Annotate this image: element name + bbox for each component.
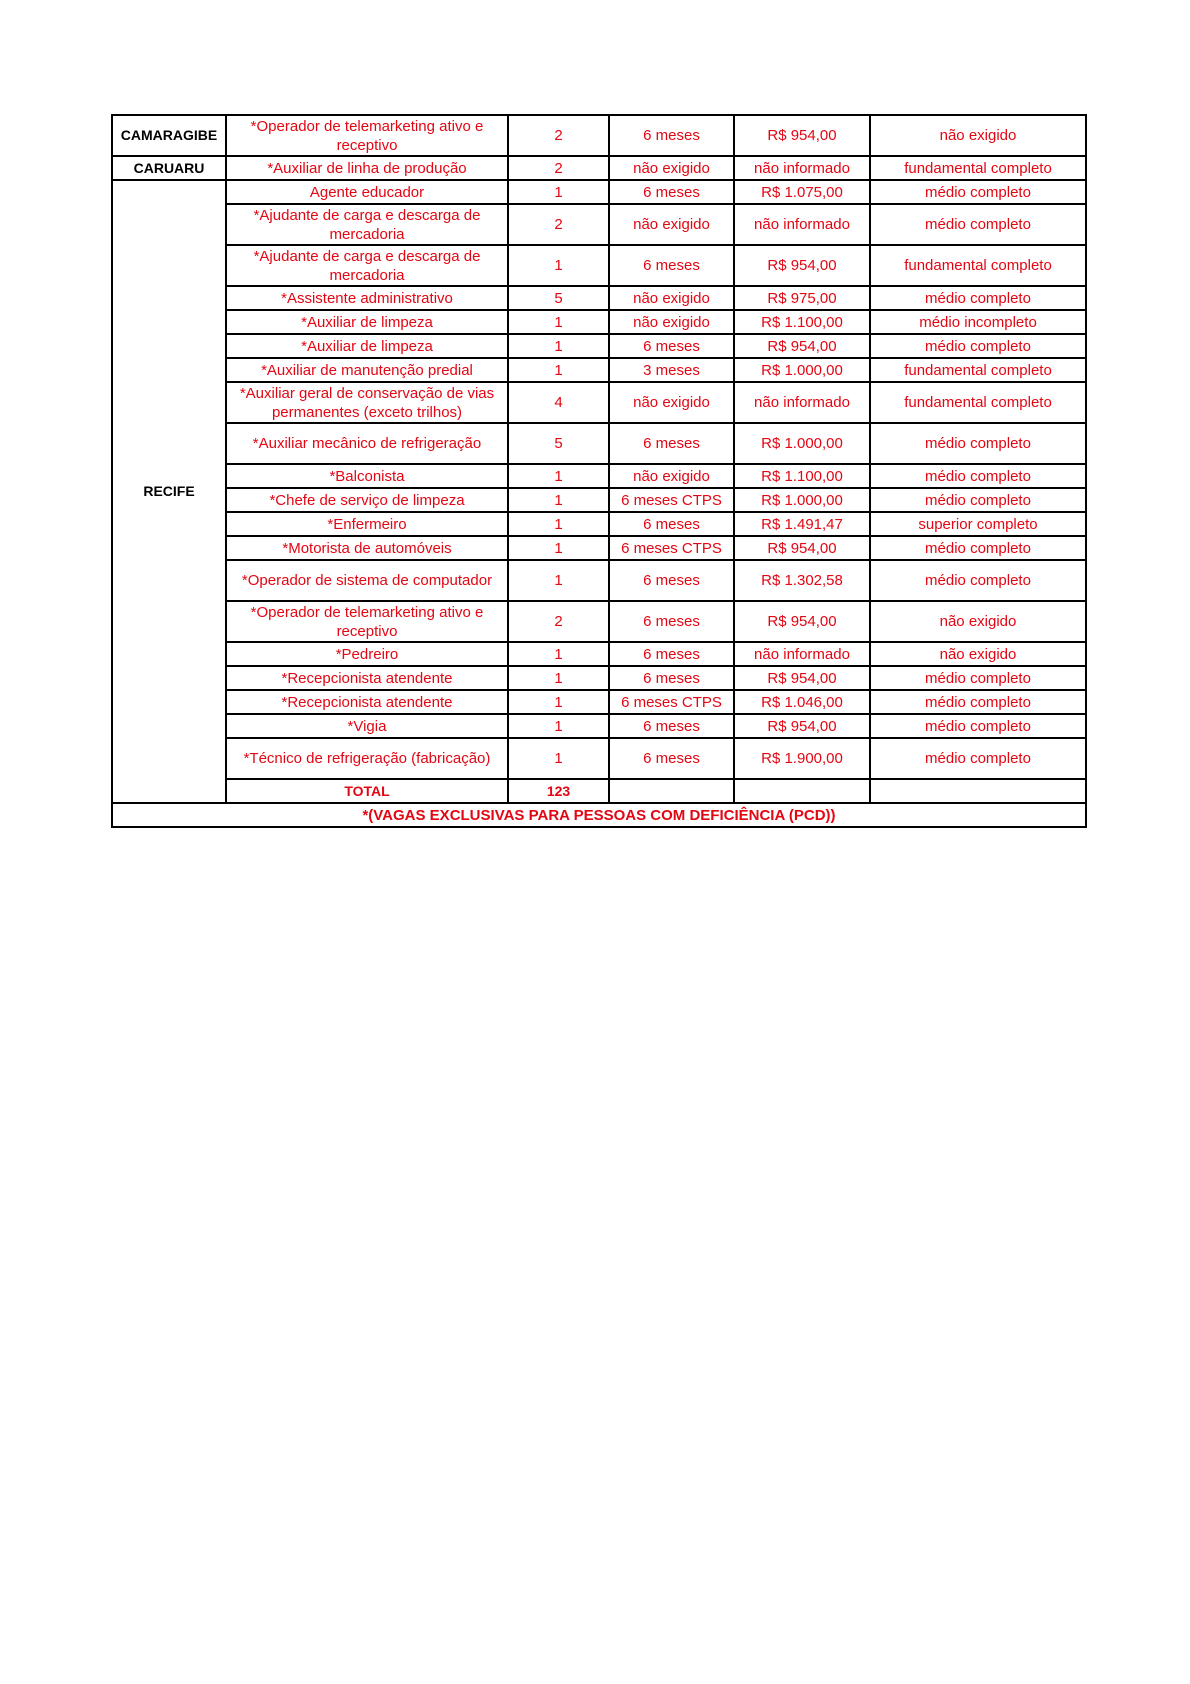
job-vacancies-table [111,114,1087,828]
footer-row [112,803,1086,827]
experience-cell: não exigido [609,382,734,423]
occupation-cell: *Pedreiro [226,642,508,666]
education-cell: médio completo [870,666,1086,690]
experience-cell: 6 meses CTPS [609,690,734,714]
table-row [112,245,1086,286]
salary-cell: R$ 1.075,00 [734,180,870,204]
table-row [112,560,1086,601]
salary-cell: R$ 1.900,00 [734,738,870,779]
education-cell: médio completo [870,690,1086,714]
table-row [112,156,1086,180]
education-cell: médio completo [870,464,1086,488]
education-cell: médio incompleto [870,310,1086,334]
experience-cell: não exigido [609,156,734,180]
education-cell: fundamental completo [870,382,1086,423]
occupation-cell: *Auxiliar de limpeza [226,310,508,334]
education-cell: superior completo [870,512,1086,536]
salary-cell: R$ 1.100,00 [734,310,870,334]
education-cell: fundamental completo [870,245,1086,286]
table-row [112,115,1086,156]
experience-cell: 6 meses CTPS [609,536,734,560]
salary-cell: não informado [734,156,870,180]
table-row [112,334,1086,358]
salary-cell: R$ 954,00 [734,601,870,642]
occupation-cell: Agente educador [226,180,508,204]
table-row [112,690,1086,714]
education-cell: não exigido [870,642,1086,666]
occupation-cell: *Auxiliar de limpeza [226,334,508,358]
table-row [112,286,1086,310]
vacancies-cell: 1 [508,512,609,536]
vacancies-cell: 1 [508,488,609,512]
salary-cell: R$ 1.000,00 [734,423,870,464]
salary-cell: R$ 954,00 [734,334,870,358]
total-label: TOTAL [226,779,508,803]
education-cell: médio completo [870,738,1086,779]
vacancies-cell: 1 [508,666,609,690]
vacancies-cell: 5 [508,423,609,464]
salary-cell: R$ 954,00 [734,666,870,690]
occupation-cell: *Auxiliar mecânico de refrigeração [226,423,508,464]
occupation-cell: *Motorista de automóveis [226,536,508,560]
experience-cell: não exigido [609,310,734,334]
experience-cell: 6 meses [609,180,734,204]
occupation-cell: *Técnico de refrigeração (fabricação) [226,738,508,779]
table-row [112,423,1086,464]
occupation-cell: *Ajudante de carga e descarga de mercadoria [226,204,508,245]
experience-cell: 6 meses [609,666,734,690]
education-cell: médio completo [870,423,1086,464]
occupation-cell: *Chefe de serviço de limpeza [226,488,508,512]
experience-cell: 6 meses CTPS [609,488,734,512]
experience-cell: 6 meses [609,423,734,464]
occupation-cell: *Enfermeiro [226,512,508,536]
empty-cell [734,779,870,803]
table-row [112,382,1086,423]
education-cell: não exigido [870,115,1086,156]
table-row [112,180,1086,204]
education-cell: médio completo [870,204,1086,245]
table-body [112,115,1086,827]
experience-cell: não exigido [609,464,734,488]
vacancies-cell: 1 [508,560,609,601]
table-row [112,536,1086,560]
city-cell-caruaru: CARUARU [112,156,226,180]
experience-cell: 6 meses [609,115,734,156]
occupation-cell: *Recepcionista atendente [226,690,508,714]
vacancies-cell: 1 [508,642,609,666]
salary-cell: não informado [734,642,870,666]
salary-cell: R$ 1.000,00 [734,488,870,512]
total-value: 123 [508,779,609,803]
experience-cell: não exigido [609,204,734,245]
salary-cell: R$ 954,00 [734,245,870,286]
vacancies-cell: 1 [508,245,609,286]
salary-cell: não informado [734,382,870,423]
education-cell: fundamental completo [870,156,1086,180]
occupation-cell: *Operador de telemarketing ativo e receptivo [226,601,508,642]
table-row [112,464,1086,488]
education-cell: médio completo [870,180,1086,204]
education-cell: médio completo [870,536,1086,560]
salary-cell: R$ 1.046,00 [734,690,870,714]
experience-cell: 6 meses [609,245,734,286]
experience-cell: 6 meses [609,601,734,642]
occupation-cell: *Auxiliar de manutenção predial [226,358,508,382]
table-row [112,488,1086,512]
vacancies-cell: 1 [508,714,609,738]
experience-cell: 6 meses [609,334,734,358]
city-cell-camaragibe: CAMARAGIBE [112,115,226,156]
salary-cell: R$ 1.302,58 [734,560,870,601]
vacancies-cell: 2 [508,156,609,180]
vacancies-cell: 1 [508,334,609,358]
education-cell: não exigido [870,601,1086,642]
occupation-cell: *Vigia [226,714,508,738]
vacancies-cell: 1 [508,690,609,714]
city-cell-recife: RECIFE [112,180,226,803]
table-row [112,601,1086,642]
education-cell: médio completo [870,334,1086,358]
experience-cell: 6 meses [609,738,734,779]
vacancies-cell: 5 [508,286,609,310]
empty-cell [609,779,734,803]
experience-cell: 3 meses [609,358,734,382]
occupation-cell: *Ajudante de carga e descarga de mercadoria [226,245,508,286]
vacancies-cell: 1 [508,180,609,204]
table-row [112,204,1086,245]
experience-cell: 6 meses [609,714,734,738]
table-row [112,512,1086,536]
salary-cell: não informado [734,204,870,245]
table-row [112,666,1086,690]
table-row [112,642,1086,666]
salary-cell: R$ 954,00 [734,714,870,738]
experience-cell: 6 meses [609,512,734,536]
salary-cell: R$ 1.000,00 [734,358,870,382]
occupation-cell: *Auxiliar de linha de produção [226,156,508,180]
salary-cell: R$ 1.491,47 [734,512,870,536]
salary-cell: R$ 954,00 [734,115,870,156]
occupation-cell: *Balconista [226,464,508,488]
experience-cell: 6 meses [609,642,734,666]
experience-cell: 6 meses [609,560,734,601]
vacancies-cell: 2 [508,204,609,245]
salary-cell: R$ 975,00 [734,286,870,310]
salary-cell: R$ 1.100,00 [734,464,870,488]
occupation-cell: *Auxiliar geral de conservação de vias permanentes (exceto trilhos) [226,382,508,423]
education-cell: médio completo [870,488,1086,512]
empty-cell [870,779,1086,803]
occupation-cell: *Operador de sistema de computador [226,560,508,601]
education-cell: fundamental completo [870,358,1086,382]
education-cell: médio completo [870,714,1086,738]
experience-cell: não exigido [609,286,734,310]
vacancies-cell: 1 [508,464,609,488]
vacancies-cell: 4 [508,382,609,423]
vacancies-cell: 1 [508,358,609,382]
vacancies-cell: 2 [508,115,609,156]
occupation-cell: *Recepcionista atendente [226,666,508,690]
occupation-cell: *Assistente administrativo [226,286,508,310]
table-row [112,714,1086,738]
total-row [112,779,1086,803]
salary-cell: R$ 954,00 [734,536,870,560]
vacancies-cell: 1 [508,738,609,779]
pcd-footnote: *(VAGAS EXCLUSIVAS PARA PESSOAS COM DEFICIÊNCIA (PCD)) [112,803,1086,827]
table-row [112,738,1086,779]
table-row [112,358,1086,382]
vacancies-cell: 1 [508,310,609,334]
education-cell: médio completo [870,286,1086,310]
education-cell: médio completo [870,560,1086,601]
occupation-cell: *Operador de telemarketing ativo e receptivo [226,115,508,156]
vacancies-cell: 1 [508,536,609,560]
table-row [112,310,1086,334]
vacancies-cell: 2 [508,601,609,642]
